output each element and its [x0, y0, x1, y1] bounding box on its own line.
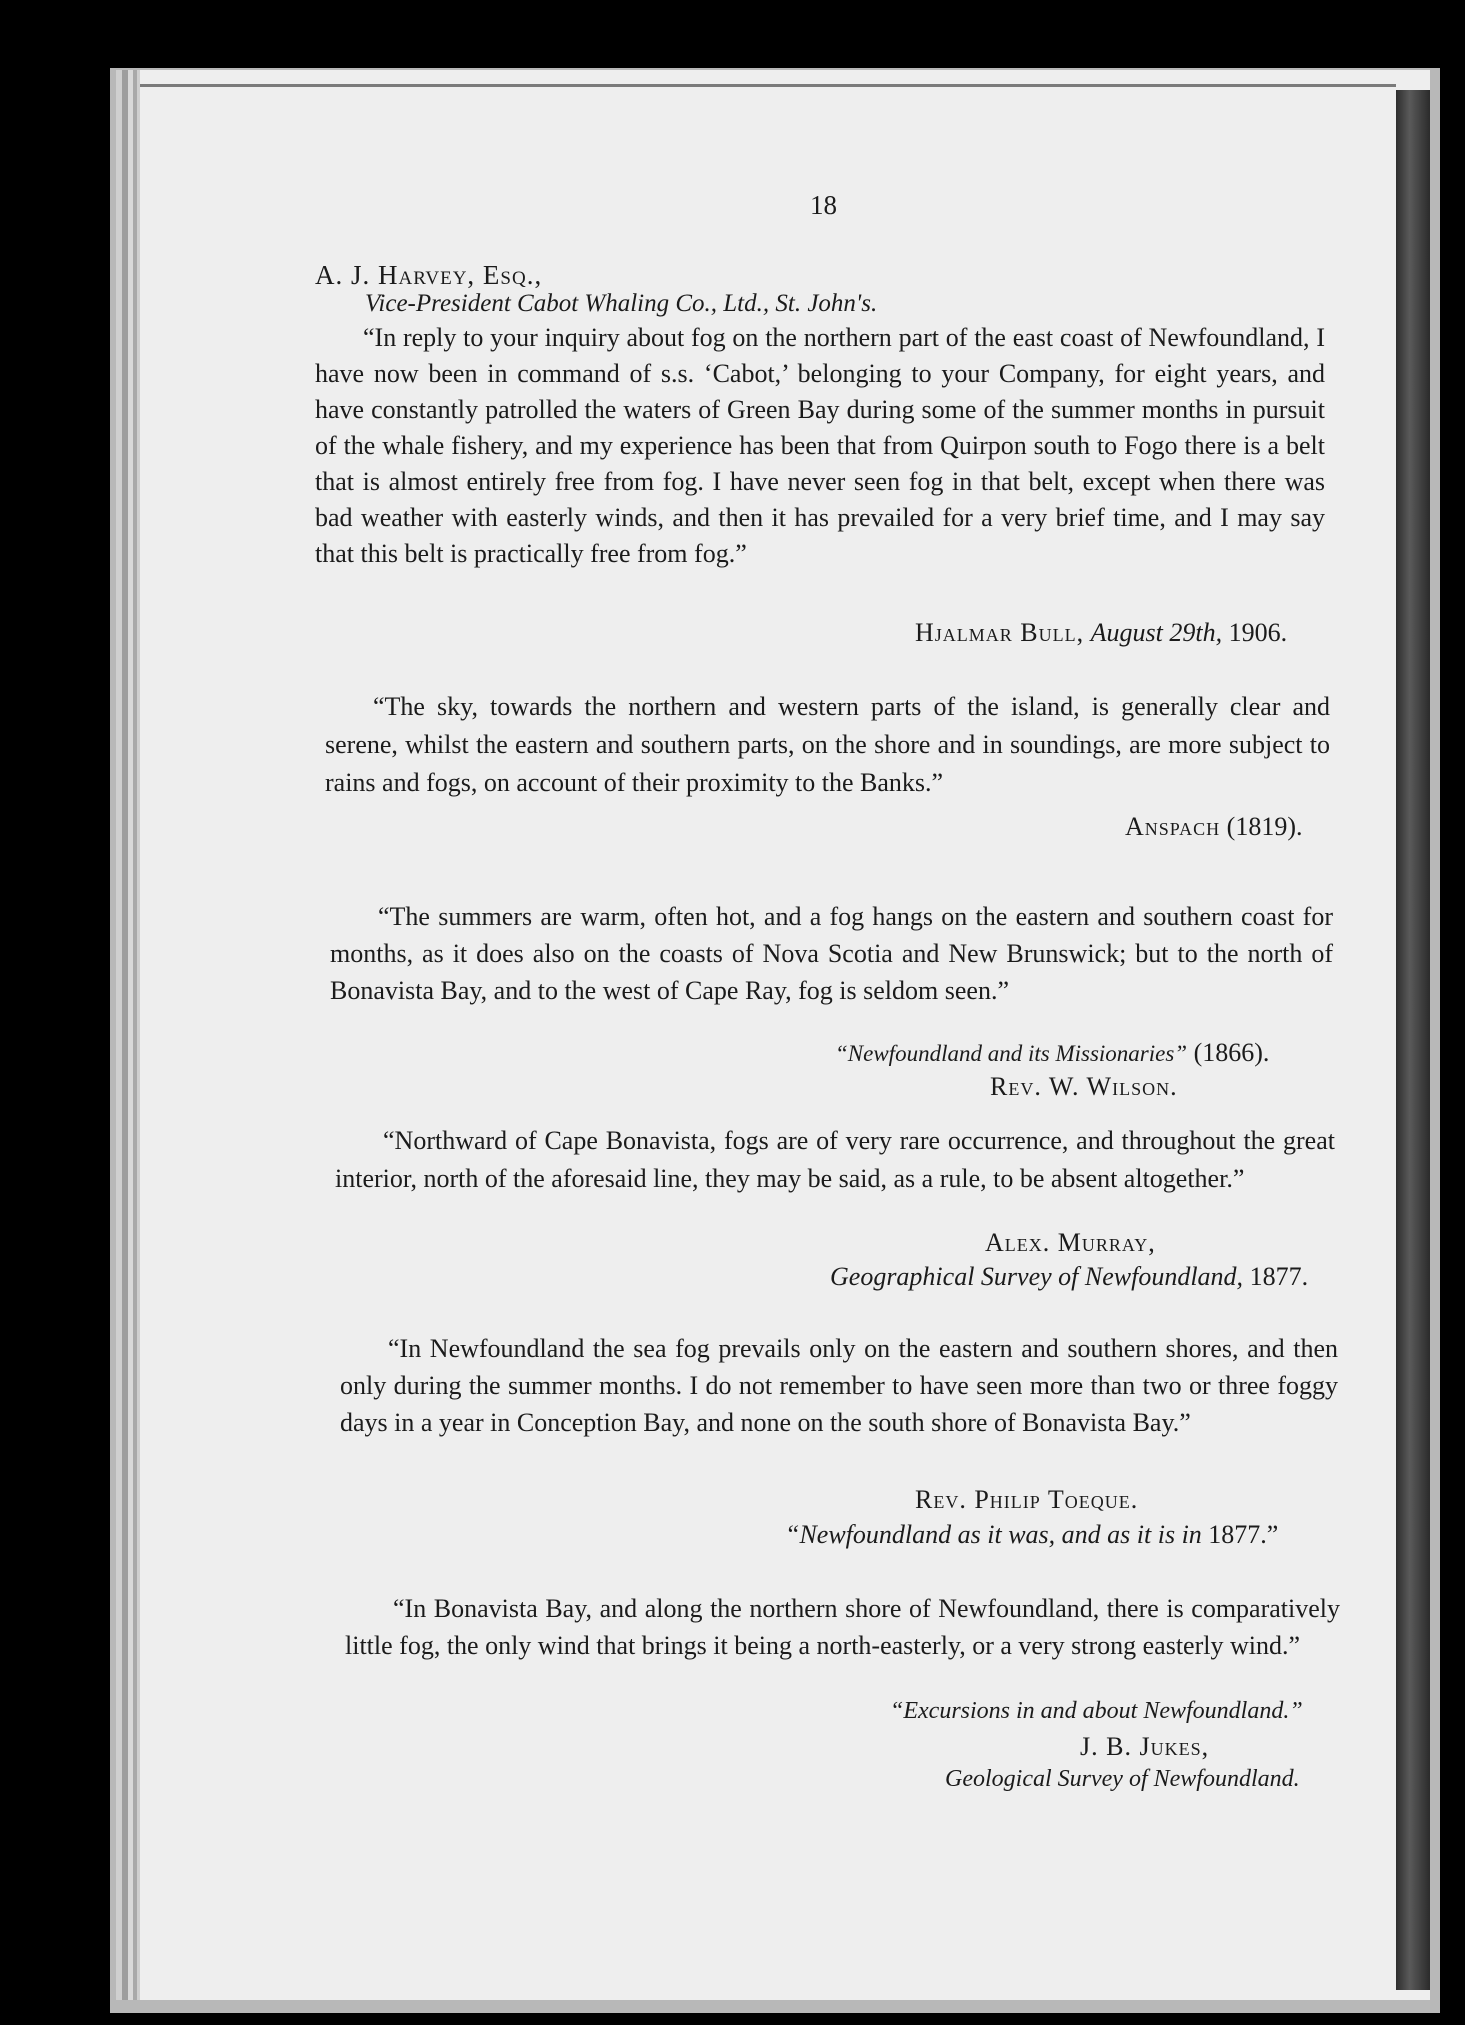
quote-harvey-date: August 29th,: [1090, 618, 1223, 647]
quote-toeque-source: “Newfoundland as it was, and as it is in: [785, 1520, 1202, 1549]
quote-anspach-year: (1819).: [1226, 812, 1303, 841]
quote-toeque-text: “In Newfoundland the sea fog prevails only on the eastern and southern shores, and then only during the summer months. I do not remember to have seen more than two or three foggy days in a year in Conception Bay, and none on the south shore of Bonavista Bay.”: [340, 1334, 1338, 1437]
quote-anspach-text: “The sky, towards the northern and western parts of the island, is generally clear and serene, whilst the eastern and southern parts, on the shore and in soundings, are more subject to rains and fogs, on account of their proximity to the Banks.”: [325, 692, 1330, 797]
quote-harvey-year: 1906.: [1228, 618, 1288, 647]
quote-murray-source: Geographical Survey of Newfoundland,: [830, 1262, 1244, 1291]
page-number: 18: [810, 190, 837, 220]
quote-jukes-source: “Excursions in and about Newfoundland.”: [890, 1698, 1303, 1724]
quote-jukes-text: “In Bonavista Bay, and along the northern shore of Newfoundland, there is comparatively little fog, the only wind that brings it being a north-easterly, or a very strong easterly wind.”: [345, 1594, 1340, 1660]
quote-toeque-year: 1877.”: [1208, 1520, 1279, 1549]
quote-anspach-attribution: [1125, 812, 1302, 842]
quote-wilson-text: “The summers are warm, often hot, and a fog hangs on the eastern and southern coast for months, as it does also on the coasts of Nova Scotia and New Brunswick; but to the north of Bonavista Bay, and to the west of Cape Ray, fog is seldom seen.”: [330, 902, 1333, 1005]
quote-murray-text: “Northward of Cape Bonavista, fogs are of very rare occurrence, and throughout the great interior, north of the aforesaid line, they may be said, as a rule, to be absent altogether.”: [335, 1126, 1335, 1193]
book-page: [140, 70, 1430, 2000]
page-binding-shadow: [1396, 90, 1430, 1990]
quote-wilson-year: (1866).: [1193, 1038, 1270, 1067]
addressee-title: Vice-President Cabot Whaling Co., Ltd., St. John's.: [365, 290, 878, 317]
quote-wilson-source: “Newfoundland and its Missionaries”: [835, 1041, 1188, 1066]
quote-harvey-author: Hjalmar Bull,: [915, 618, 1085, 647]
quote-toeque-source-line: [785, 1520, 1278, 1550]
quote-murray-year: 1877.: [1249, 1262, 1309, 1291]
addressee-name: A. J. Harvey, Esq.,: [315, 260, 543, 290]
quote-murray-source-line: [830, 1262, 1308, 1292]
quote-wilson-author: Rev. W. Wilson.: [990, 1072, 1178, 1101]
quote-wilson-source-line: [835, 1038, 1269, 1068]
quote-anspach-author: Anspach: [1125, 812, 1221, 841]
quote-jukes-author: J. B. Jukes,: [1080, 1732, 1210, 1761]
quote-harvey-text: “In reply to your inquiry about fog on the northern part of the east coast of Newfoundland, I have now been in command of s.s. ‘Cabot,’ belonging to your Company, for eight years, and have constantly patrolled the waters of Green Bay during some of the summer months in pursuit of the whale fishery, and my experience has been that from Quirpon south to Fogo there is a belt that is almost entirely free from fog. I have never seen fog in that belt, except when there was bad weather with easterly winds, and then it has prevailed for a very brief time, and I may say that this belt is practically free from fog.”: [315, 323, 1325, 568]
quote-harvey-attribution: [915, 618, 1287, 648]
page-top-edge: [140, 84, 1396, 87]
quote-murray-author: Alex. Murray,: [985, 1228, 1156, 1257]
quote-toeque-author: Rev. Philip Toeque.: [915, 1485, 1139, 1514]
quote-jukes-affiliation: Geological Survey of Newfoundland.: [945, 1766, 1300, 1792]
